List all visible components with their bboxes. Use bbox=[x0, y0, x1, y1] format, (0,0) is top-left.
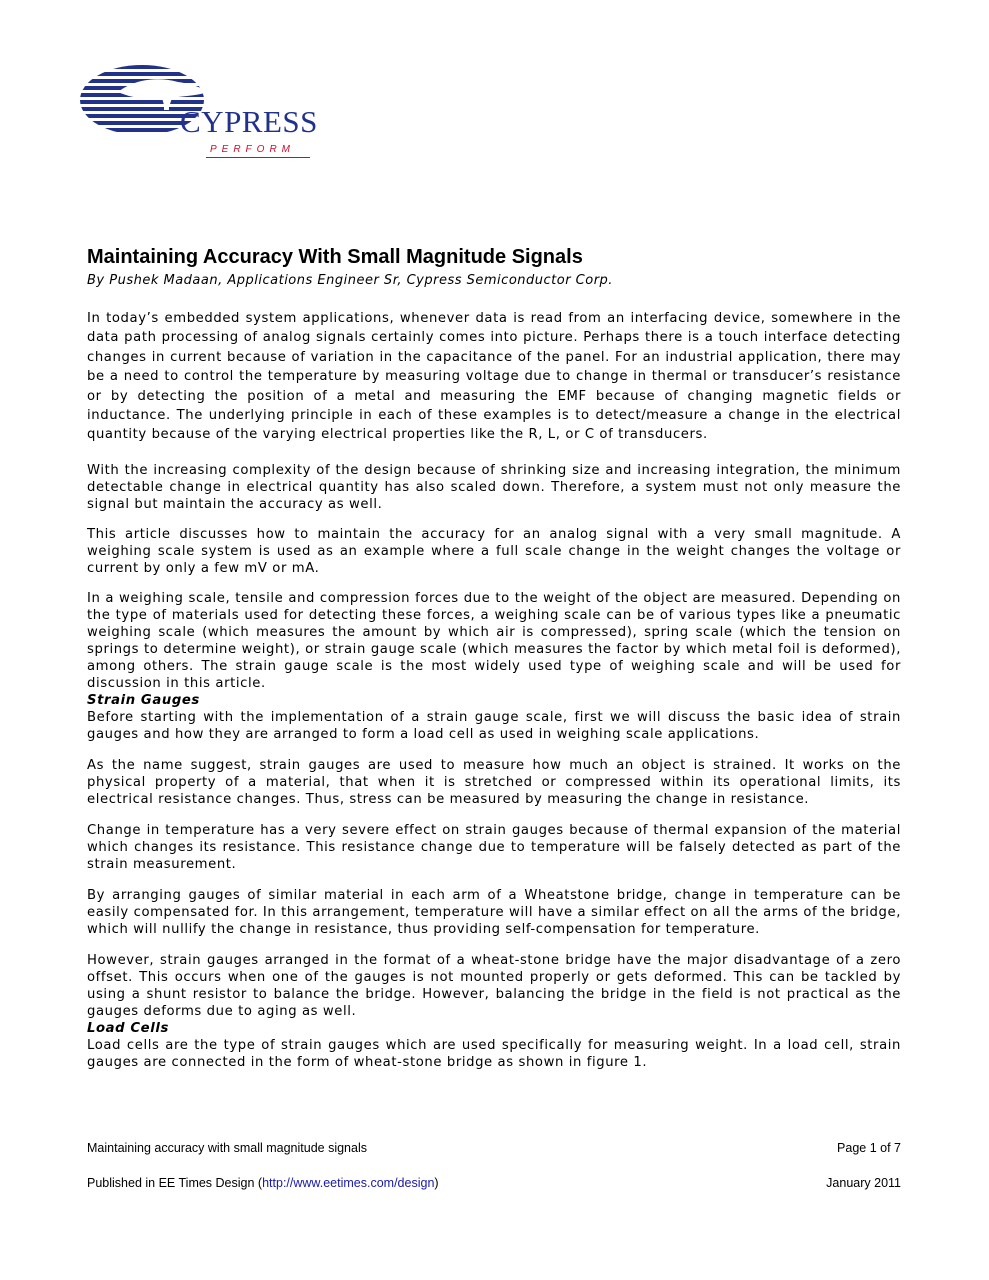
publication-footer bbox=[87, 1176, 901, 1190]
paragraph-intro: In today’s embedded system applications, whenever data is read from an interfacing device, somewhere in the data path processing of analog signals certainly comes into picture. Perhaps there is a touch interface detecting changes in current because of variation in the capacitance of the panel. For an industrial application, there may be a need to control the temperature by measuring voltage due to change in thermal or transducer’s resistance or by detecting the position of a metal and measuring the EMF because of changing magnetic fields or inductance. The underlying principle in each of these examples is to detect/measure a change in the electrical quantity because of the varying electrical properties like the R, L, or C of transducers. bbox=[87, 311, 901, 443]
article bbox=[87, 244, 901, 1071]
article-title: Maintaining Accuracy With Small Magnitude Signals bbox=[87, 246, 583, 268]
section-heading-strain-gauges: Strain Gauges bbox=[87, 692, 200, 708]
section-heading-load-cells: Load Cells bbox=[87, 1020, 169, 1036]
paragraph: As the name suggest, strain gauges are used to measure how much an object is strained. It works on the physical property of a material, that when it is stretched or compressed within its operational limits, its electrical resistance changes. Thus, stress can be measured by measuring the change in resistance. bbox=[87, 757, 901, 807]
paragraph: Change in temperature has a very severe effect on strain gauges because of thermal expansion of the material which changes its resistance. This resistance change due to temperature will be falsely detected as part of the strain measurement. bbox=[87, 822, 901, 872]
paragraph: By arranging gauges of similar material in each arm of a Wheatstone bridge, change in temperature can be easily compensated for. In this arrangement, temperature will have a similar effect on all the arms of the bridge, which will nullify the change in resistance, thus providing self-compensation for temperature. bbox=[87, 887, 901, 937]
eetimes-link[interactable]: http://www.eetimes.com/design bbox=[262, 1176, 435, 1190]
published-prefix: Published in EE Times Design ( bbox=[87, 1176, 263, 1190]
paragraph: Before starting with the implementation of a strain gauge scale, first we will discuss the basic idea of strain gauges and how they are arranged to form a load cell as used in weighing scale applications. bbox=[87, 709, 901, 742]
footer-doc-title: Maintaining accuracy with small magnitude signals bbox=[87, 1141, 367, 1155]
paragraph: With the increasing complexity of the design because of shrinking size and increasing integration, the minimum detectable change in electrical quantity has also scaled down. Therefore, a system must not only measure the signal but maintain the accuracy as well. bbox=[87, 462, 901, 512]
paragraph: Load cells are the type of strain gauges which are used specifically for measuring weight. In a load cell, strain gauges are connected in the form of wheat-stone bridge as shown in figure 1. bbox=[87, 1037, 901, 1070]
tagline-rule bbox=[206, 157, 310, 158]
article-byline: By Pushek Madaan, Applications Engineer Sr, Cypress Semiconductor Corp. bbox=[87, 273, 613, 288]
page-footer bbox=[87, 1141, 901, 1155]
publication-date: January 2011 bbox=[826, 1176, 901, 1190]
cypress-tagline: PERFORM bbox=[210, 144, 295, 155]
paragraph: This article discusses how to maintain the accuracy for an analog signal with a very small magnitude. A weighing scale system is used as an example where a full scale change in the weight changes the voltage or current by only a few mV or mA. bbox=[87, 526, 901, 576]
cypress-wordmark: CYPRESS bbox=[180, 104, 318, 139]
paragraph: In a weighing scale, tensile and compression forces due to the weight of the object are measured. Depending on the type of materials used for detecting these forces, a weighing scale can be of various types like a pneumatic weighing scale (which measures the amount by which air is compressed), spring scale (which the tension on springs to determine weight), or strain gauge scale (which measures the factor by which metal foil is deformed), among others. The strain gauge scale is the most widely used type of weighing scale and will be used for discussion in this article. bbox=[87, 590, 901, 691]
paragraph: However, strain gauges arranged in the format of a wheat-stone bridge have the major disadvantage of a zero offset. This occurs when one of the gauges is not mounted properly or gets deformed. This can be tackled by using a shunt resistor to balance the bridge. However, balancing the bridge in the field is not practical as the gauges deforms due to aging as well. bbox=[87, 952, 901, 1019]
published-suffix: ) bbox=[434, 1176, 439, 1190]
page-number: Page 1 of 7 bbox=[837, 1141, 901, 1155]
cypress-logo bbox=[78, 62, 318, 162]
